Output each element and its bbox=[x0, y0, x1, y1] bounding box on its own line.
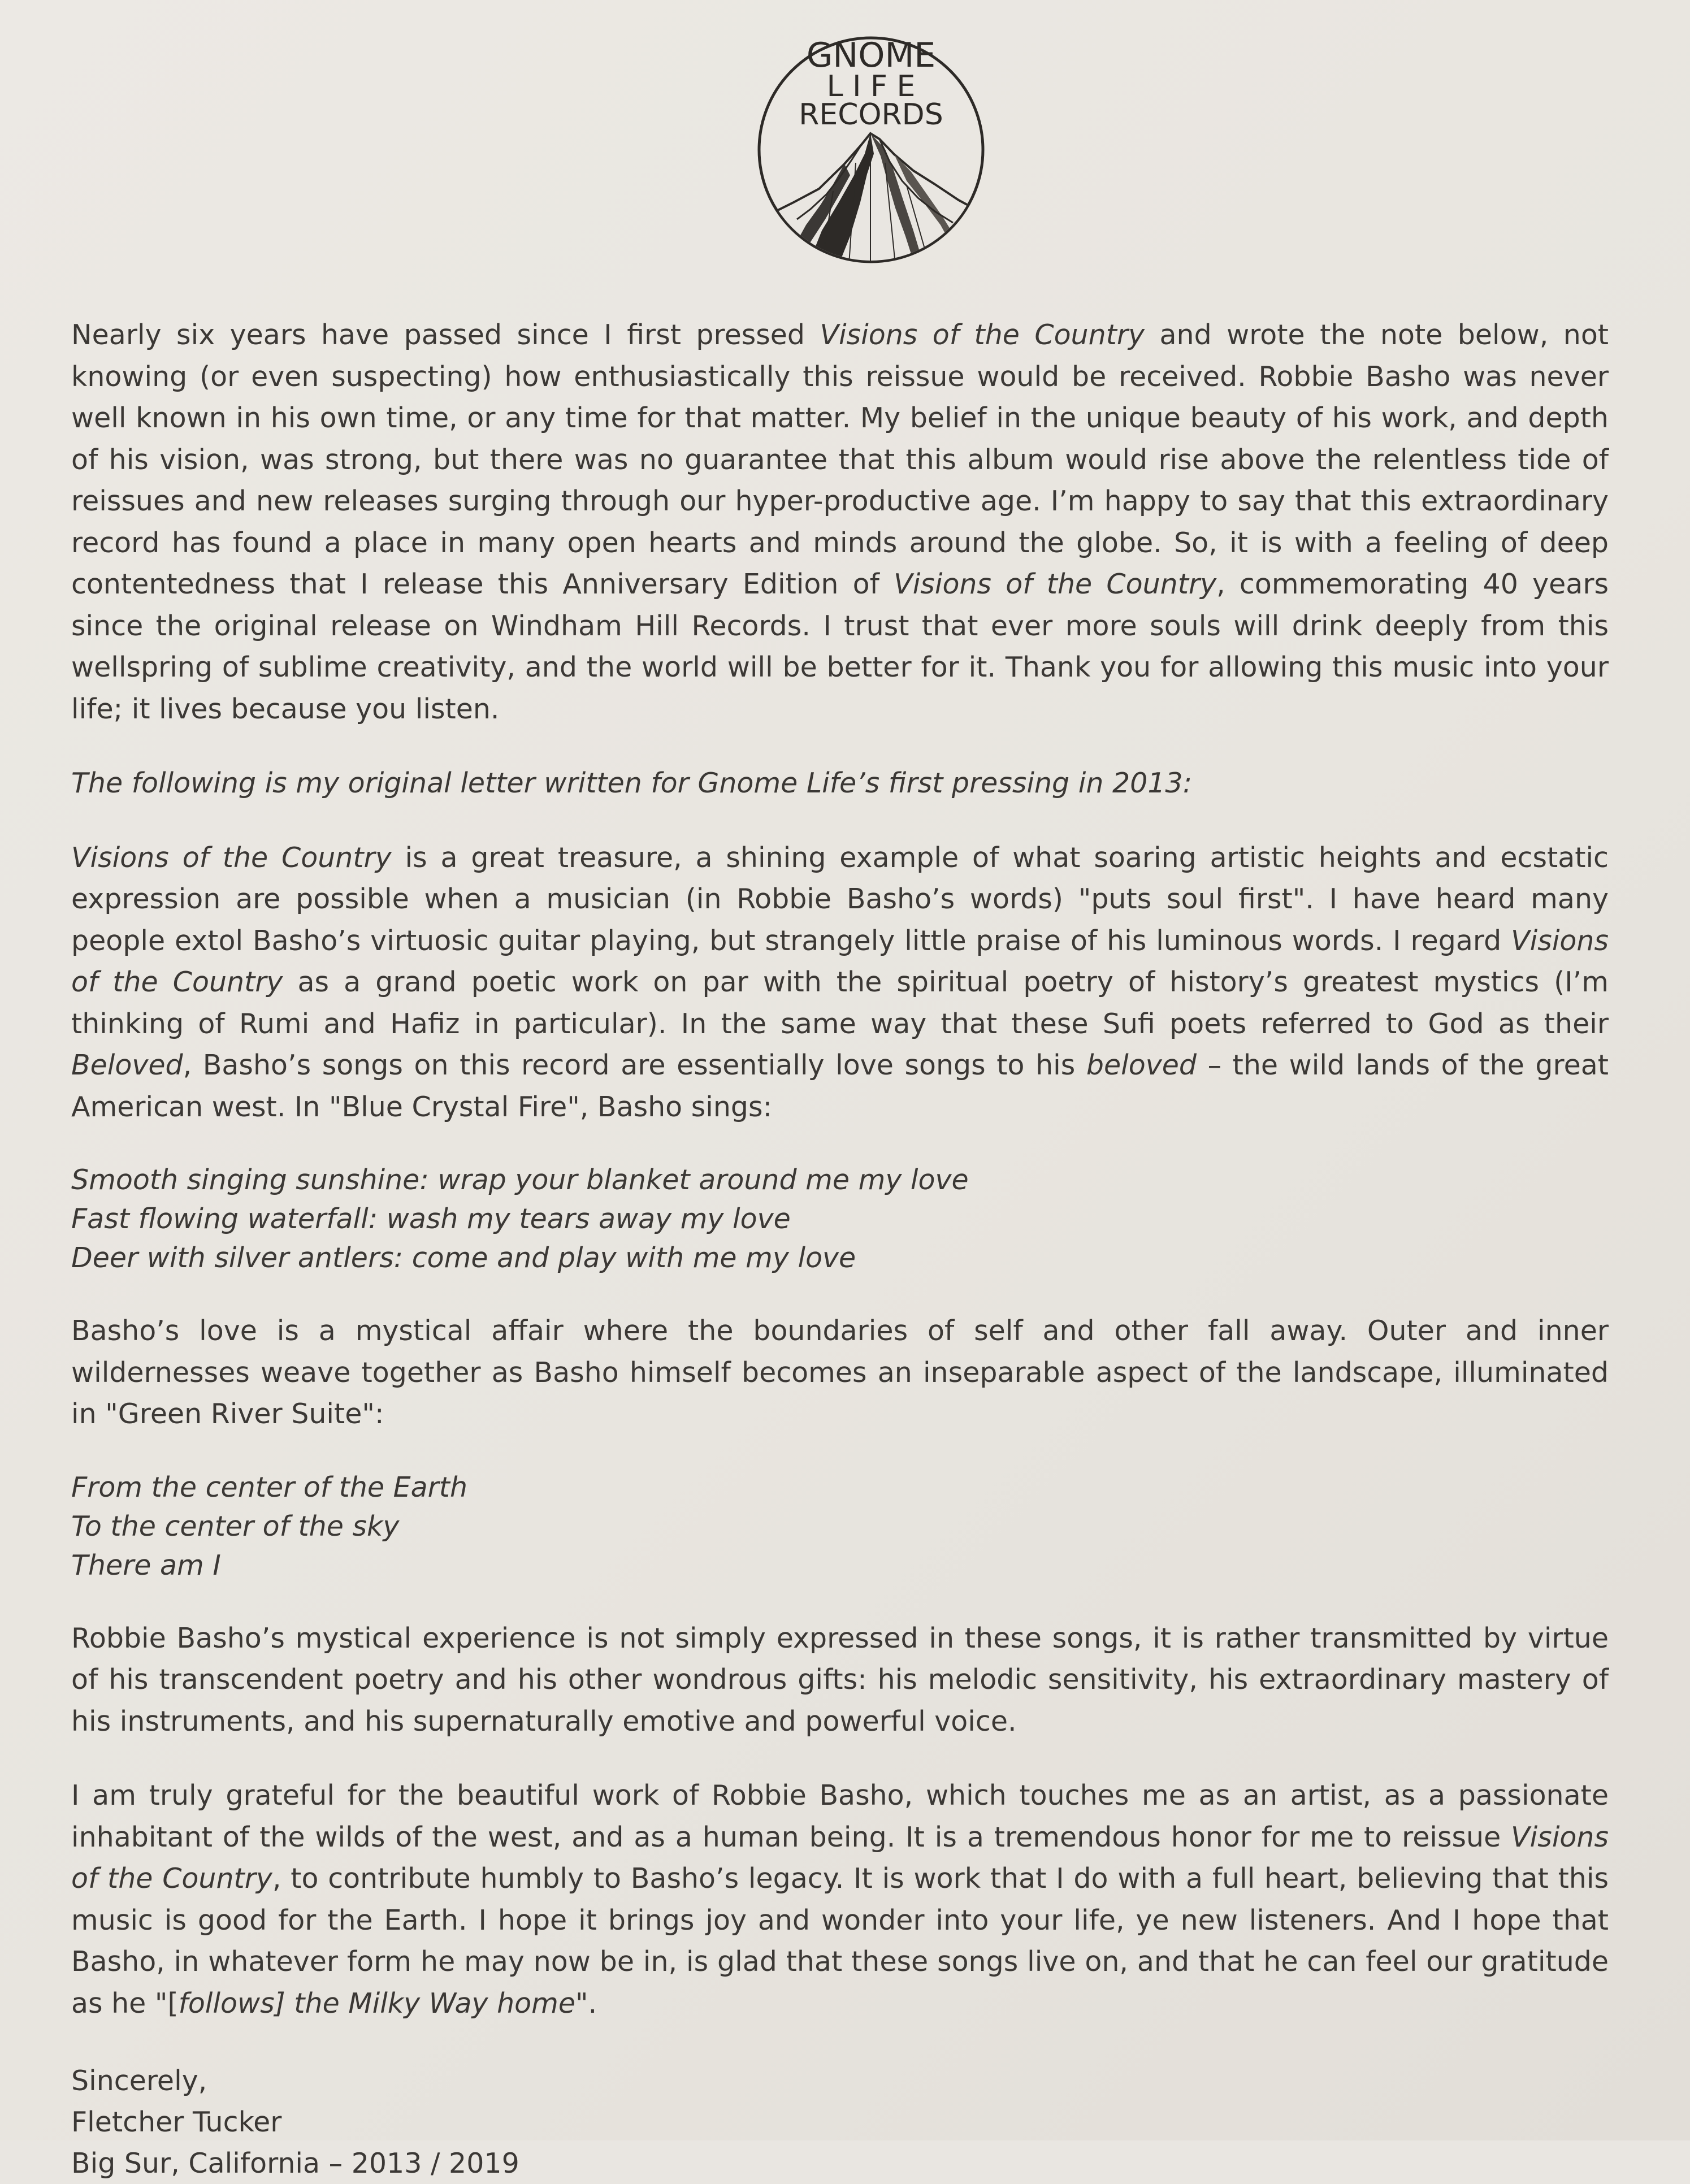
album-title: Visions of the Country bbox=[71, 1821, 1609, 1895]
lyrics-green-river-suite bbox=[71, 1468, 1609, 1585]
lyric-line: Fast flowing waterfall: wash my tears away my love bbox=[71, 1203, 791, 1235]
intro-text-3: , commemorating 40 years since the original release on Windham Hill Records. I trust that ever more souls will drink deeply from this wellspring of sublime creativity, and the world will be better for it. Thank you for allowing this music into your life; it lives because you listen. bbox=[71, 568, 1609, 725]
logo-line-3: RECORDS bbox=[799, 98, 943, 132]
mountain-icon bbox=[760, 133, 986, 267]
logo-line-2: L I F E bbox=[826, 70, 916, 103]
lyric-line: Deer with silver antlers: come and play with me my love bbox=[71, 1242, 856, 1274]
paragraph-text: , to contribute humbly to Basho’s legacy. It is work that I do with a full heart, believing that this music is good for the Earth. I hope it brings joy and wonder into your life, ye new listeners. And I hope that Basho, in whatever form he may now be in, is glad that these songs live on, and that he can feel our gratitude as he "[ bbox=[71, 1862, 1609, 2020]
emphasis-beloved: Beloved bbox=[71, 1049, 183, 1081]
logo-line-1: GNOME bbox=[806, 36, 936, 75]
closing: Sincerely, bbox=[71, 2065, 207, 2097]
paragraph-text: ". bbox=[575, 1987, 597, 2020]
paragraph-text: I am truly grateful for the beautiful work of Robbie Basho, which touches me as an artist, as a passionate inhabitant of the wilds of the west, and as a human being. It is a tremendous honor for me to reissue bbox=[71, 1779, 1609, 1853]
letter-paragraph-1 bbox=[71, 837, 1609, 1128]
logo-emblem bbox=[754, 33, 988, 267]
lyric-line: There am I bbox=[71, 1549, 221, 1581]
lyric-line: From the center of the Earth bbox=[71, 1471, 468, 1503]
letter-paragraph-3: Robbie Basho’s mystical experience is not simply expressed in these songs, it is rather transmitted by virtue of his transcendent poetry and his other wondrous gifts: his melodic sensitivity, his extraordinary mastery of his instruments, and his supernaturally emotive and powerful voice. bbox=[71, 1622, 1609, 1737]
lyrics-blue-crystal-fire bbox=[71, 1160, 1609, 1277]
paragraph-text: – the wild lands of the great American west. In "Blue Crystal Fire", Basho sings: bbox=[71, 1049, 1609, 1123]
lyric-line: To the center of the sky bbox=[71, 1510, 400, 1542]
signer-place-date: Big Sur, California – 2013 / 2019 bbox=[71, 2147, 519, 2179]
letter-paragraph-4 bbox=[71, 1775, 1609, 2024]
letter-paragraph-2: Basho’s love is a mystical affair where the boundaries of self and other fall away. Outer and inner wildernesses weave together as Basho himself becomes an inseparable aspect of the landscape, illuminated in "Green River Suite": bbox=[71, 1315, 1609, 1430]
emphasis-beloved: beloved bbox=[1086, 1049, 1197, 1081]
quoted-lyric: follows] the Milky Way home bbox=[178, 1987, 576, 2020]
album-title: Visions of the Country bbox=[894, 568, 1217, 600]
original-letter-lead-in: The following is my original letter written for Gnome Life’s first pressing in 2013: bbox=[71, 767, 1193, 799]
album-title: Visions of the Country bbox=[71, 924, 1609, 998]
album-title: Visions of the Country bbox=[820, 319, 1145, 351]
intro-text-1: Nearly six years have passed since I first pressed bbox=[71, 319, 820, 351]
signer-name: Fletcher Tucker bbox=[71, 2106, 282, 2138]
lyric-line: Smooth singing sunshine: wrap your blanket around me my love bbox=[71, 1164, 969, 1196]
paragraph-text: is a great treasure, a shining example of what soaring artistic heights and ecstatic expression are possible when a musician (in Robbie Basho’s words) "puts soul first". I have heard many people extol Basho’s virtuosic guitar playing, but strangely little praise of his luminous words. I regard bbox=[71, 841, 1609, 957]
intro-paragraph bbox=[71, 314, 1609, 730]
album-title: Visions of the Country bbox=[71, 841, 392, 874]
intro-text-2: and wrote the note below, not knowing (or even suspecting) how enthusiastically this reissue would be received. Robbie Basho was never well known in his own time, or any time for that matter. My belief in the unique beauty of his work, and depth of his vision, was strong, but there was no guarantee that this album would rise above the relentless tide of reissues and new releases surging through our hyper-productive age. I’m happy to say that this extraordinary record has found a place in many open hearts and minds around the globe. So, it is with a feeling of deep contentedness that I release this Anniversary Edition of bbox=[71, 319, 1609, 600]
signature-block bbox=[71, 2060, 1609, 2184]
letter-body bbox=[71, 314, 1609, 2184]
gnome-life-records-logo bbox=[754, 33, 988, 267]
paragraph-text: as a grand poetic work on par with the spiritual poetry of history’s greatest mystics (I’m thinking of Rumi and Hafiz in particular). In the same way that these Sufi poets referred to God as their bbox=[71, 966, 1609, 1040]
paragraph-text: , Basho’s songs on this record are essentially love songs to his bbox=[183, 1049, 1086, 1081]
